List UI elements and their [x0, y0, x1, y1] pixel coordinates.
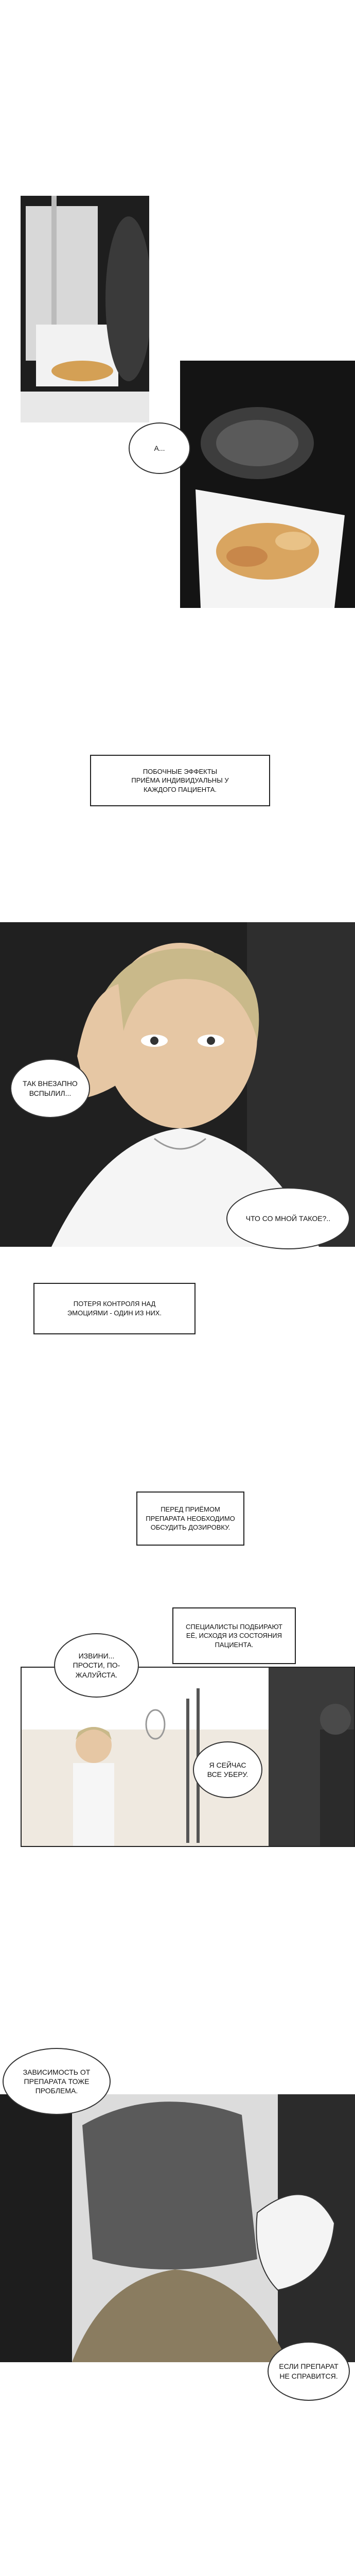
panel-spilled-food: [180, 361, 355, 608]
panel-apology-illustration: [22, 1668, 354, 1846]
speech-bubble-dependence: [3, 2048, 111, 2115]
panel-room-dark: [21, 196, 149, 422]
speech-bubble-ah: [129, 422, 190, 474]
caption-text: ПОТЕРЯ КОНТРОЛЯ НАД ЭМОЦИЯМИ - ОДИН ИЗ НИХ.: [67, 1300, 162, 1317]
bubble-text: ЗАВИСИМОСТЬ ОТ ПРЕПАРАТА ТОЖЕ ПРОБЛЕМА.: [23, 2067, 91, 2095]
bubble-text: Я СЕЙЧАС ВСЕ УБЕРУ.: [207, 1760, 248, 1778]
panel-dark-haired-man: [0, 2094, 355, 2362]
bubble-text: ЧТО СО МНОЙ ТАКОЕ?..: [245, 1214, 331, 1223]
panel-food-illustration: [180, 361, 355, 608]
caption-specialists: [172, 1607, 296, 1664]
caption-text: ПОБОЧНЫЕ ЭФФЕКТЫ ПРИЁМА ИНДИВИДУАЛЬНЫ У КАЖДОГО ПАЦИЕНТА.: [131, 767, 229, 793]
panel-apology: [21, 1667, 355, 1847]
caption-text: СПЕЦИАЛИСТЫ ПОДБИРАЮТ ЕЁ, ИСХОДЯ ИЗ СОСТОЯНИЯ ПАЦИЕНТА.: [186, 1622, 282, 1649]
speech-bubble-sorry: [54, 1633, 139, 1698]
bubble-text: А...: [154, 444, 165, 452]
caption-side-effects: [90, 755, 270, 806]
speech-bubble-whats-wrong: [226, 1188, 350, 1249]
bubble-text: ИЗВИНИ... ПРОСТИ, ПО- ЖАЛУЙСТА.: [73, 1652, 120, 1679]
speech-bubble-if-drug: [268, 2342, 350, 2401]
caption-before-taking: [136, 1492, 244, 1546]
bubble-text: ТАК ВНЕЗАПНО ВСПЫЛИЛ...: [23, 1079, 78, 1097]
bubble-text: ЕСЛИ ПРЕПАРАТ НЕ СПРАВИТСЯ.: [279, 2362, 339, 2380]
caption-loss-control: [33, 1283, 196, 1334]
panel-dark-man-illustration: [0, 2094, 355, 2362]
speech-bubble-suddenly: [10, 1059, 90, 1118]
caption-text: ПЕРЕД ПРИЁМОМ ПРЕПАРАТА НЕОБХОДИМО ОБСУДИТЬ ДОЗИРОВКУ.: [146, 1505, 235, 1532]
speech-bubble-clean-up: [193, 1741, 262, 1798]
panel-room-illustration: [21, 196, 149, 422]
